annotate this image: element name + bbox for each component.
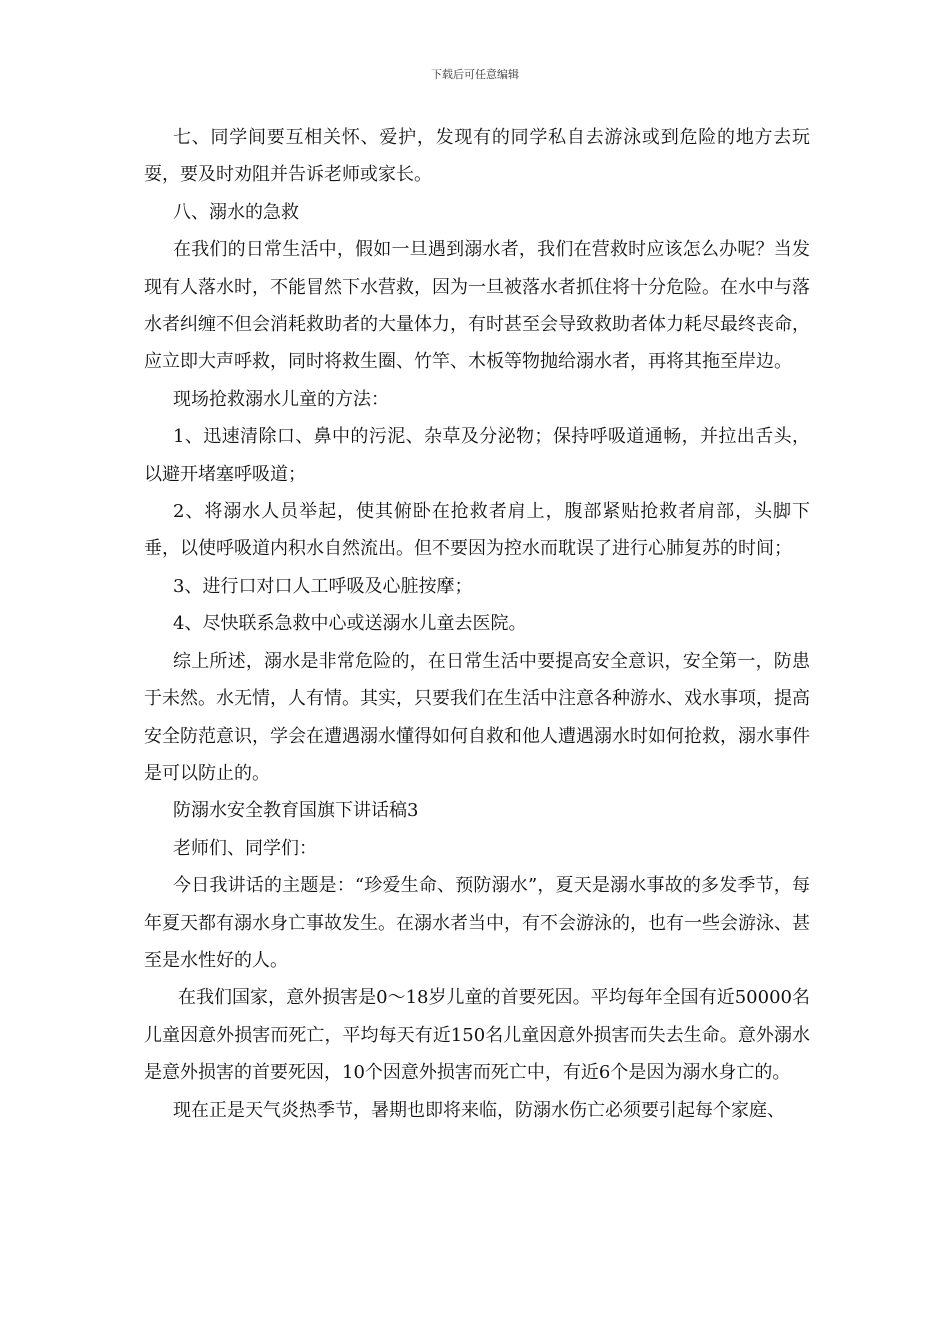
page-header: 下载后可任意编辑 xyxy=(431,68,519,81)
section-title: 防溺水安全教育国旗下讲话稿3 xyxy=(173,800,419,822)
paragraph: 现在正是天气炎热季节，暑期也即将来临，防溺水伤亡必须要引起每个家庭、 xyxy=(173,1099,785,1121)
list-item: 4、尽快联系急救中心或送溺水儿童去医院。 xyxy=(173,613,527,635)
paragraph: 今日我讲话的主题是：“珍爱生命、预防溺水”，夏天是溺水事故的多发季节，每年夏天都有溺水身亡事故发生。在溺水者当中，有不会游泳的，也有一些会游泳、甚至是水性好的人。 xyxy=(144,875,810,971)
paragraph: 在我们的日常生活中，假如一旦遇到溺水者，我们在营救时应该怎么办呢？当发现有人落水时，不能冒然下水营救，因为一旦被落水者抓住将十分危险。在水中与落水者纠缠不但会消耗救助者的大量体力，有时甚至会导致救助者体力耗尽最终丧命，应立即大声呼救，同时将救生圈、竹竿、木板等物抛给溺水者，再将其拖至岸边。 xyxy=(144,239,810,373)
paragraph: 在我们国家，意外损害是0～18岁儿童的首要死因。平均每年全国有近50000名儿童因意外损害而死亡，平均每天有近150名儿童因意外损害而失去生命。意外溺水是意外损害的首要死因，10个因意外损害而死亡中，有近6个是因为溺水身亡的。 xyxy=(144,987,810,1084)
list-item: 1、迅速清除口、鼻中的污泥、杂草及分泌物；保持呼吸道通畅，并拉出舌头，以避开堵塞呼吸道； xyxy=(144,426,810,485)
salutation: 老师们、同学们： xyxy=(173,837,317,859)
paragraph: 七、同学间要互相关怀、爱护，发现有的同学私自去游泳或到危险的地方去玩耍，要及时劝阻并告诉老师或家长。 xyxy=(144,127,810,186)
section-heading: 八、溺水的急救 xyxy=(173,201,299,223)
paragraph: 现场抢救溺水儿童的方法： xyxy=(173,388,389,410)
document-body xyxy=(144,119,810,1129)
paragraph: 综上所述，溺水是非常危险的，在日常生活中要提高安全意识，安全第一，防患于未然。水无情，人有情。其实，只要我们在生活中注意各种游水、戏水事项，提高安全防范意识，学会在遭遇溺水懂得如何自救和他人遭遇溺水时如何抢救，溺水事件是可以防止的。 xyxy=(144,650,810,784)
list-item: 2、将溺水人员举起，使其俯卧在抢救者肩上，腹部紧贴抢救者肩部，头脚下垂，以使呼吸道内积水自然流出。但不要因为控水而耽误了进行心肺复苏的时间； xyxy=(144,501,810,560)
list-item: 3、进行口对口人工呼吸及心脏按摩； xyxy=(173,575,473,597)
